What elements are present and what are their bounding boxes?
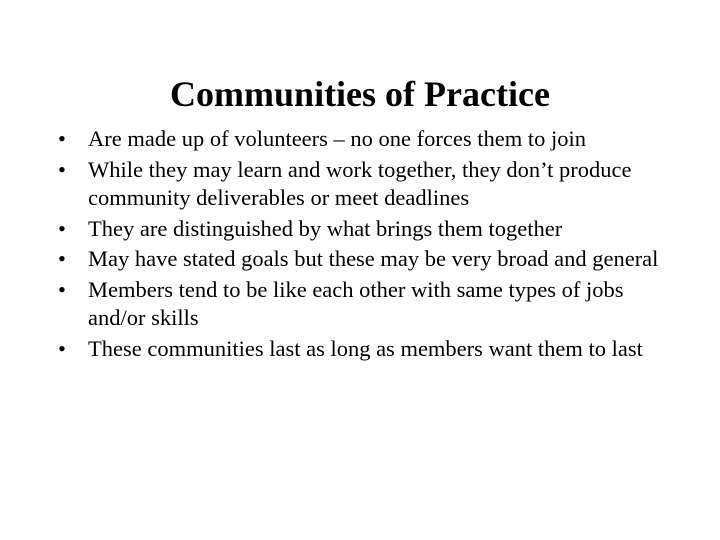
bullet-text: Members tend to be like each other with same types of jobs and/or skills [88, 276, 624, 330]
bullet-text: May have stated goals but these may be very broad and general [88, 246, 659, 271]
bullet-icon: • [58, 276, 66, 302]
bullet-text: They are distinguished by what brings them together [88, 215, 563, 241]
bullet-item [58, 276, 678, 333]
bullet-icon: • [58, 335, 66, 361]
bullet-item [58, 245, 678, 274]
bullet-item [58, 125, 678, 154]
bullet-item [58, 215, 678, 244]
bullet-icon: • [58, 156, 66, 182]
bullet-icon: • [58, 246, 66, 271]
bullet-item [58, 335, 678, 364]
bullet-text: These communities last as long as members want them to last [88, 335, 643, 361]
bullet-item [58, 156, 678, 213]
slide-title: Communities of Practice [170, 74, 550, 114]
bullet-text: While they may learn and work together, they don’t produce community deliverables or meet deadlines [88, 156, 632, 210]
bullet-icon: • [58, 215, 66, 241]
bullet-list [58, 125, 678, 365]
bullet-icon: • [58, 126, 66, 151]
bullet-text: Are made up of volunteers – no one forces them to join [88, 126, 586, 151]
